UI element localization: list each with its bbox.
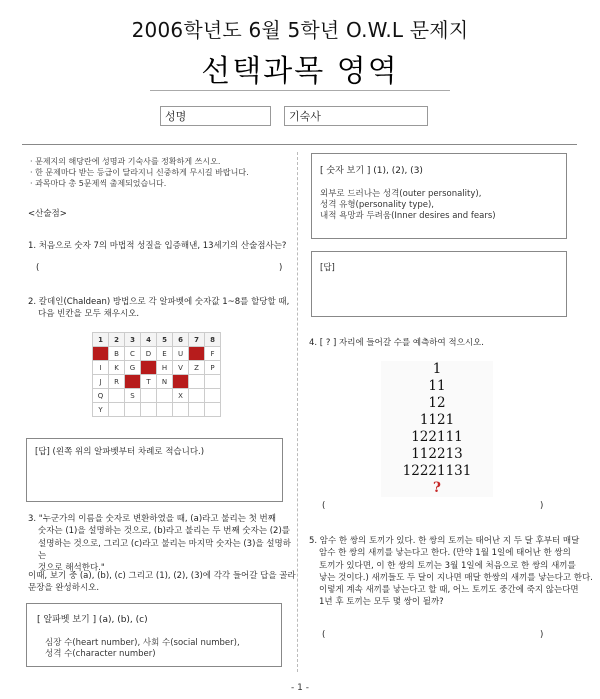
grid-letter-cell: F <box>205 347 221 361</box>
grid-header-row <box>93 333 221 347</box>
question-1: 1. 처음으로 숫자 7의 마법적 성질을 입증해낸, 13세기의 산술점사는? <box>28 241 287 251</box>
number-option-line: 외부로 드러나는 성격(outer personality), <box>320 189 482 199</box>
grid-letter-cell <box>205 403 221 417</box>
grid-letter-cell: S <box>125 389 141 403</box>
grid-letter-cell <box>189 375 205 389</box>
question-5 <box>309 535 595 609</box>
exam-title: 2006학년도 6월 5학년 O.W.L 문제지 <box>131 18 469 42</box>
q2-answer-box[interactable] <box>26 438 283 502</box>
grid-blank-cell[interactable] <box>173 375 189 389</box>
grid-letter-cell: J <box>93 375 109 389</box>
grid-row <box>93 375 221 389</box>
grid-letter-cell: K <box>109 361 125 375</box>
grid-header-cell: 6 <box>173 333 189 347</box>
grid-row <box>93 403 221 417</box>
grid-header-cell: 7 <box>189 333 205 347</box>
grid-row <box>93 361 221 375</box>
answer-hint: (왼쪽 위의 알파벳부터 차례로 적습니다.) <box>52 447 205 457</box>
q3-answer-label: [답] <box>320 263 335 273</box>
sequence-term: 12 <box>428 395 446 411</box>
grid-letter-cell: G <box>125 361 141 375</box>
grid-letter-cell <box>125 403 141 417</box>
grid-letter-cell <box>173 403 189 417</box>
grid-letter-cell: H <box>157 361 173 375</box>
alphabet-option-line: 성격 수(character number) <box>45 649 156 659</box>
alphabet-options-list <box>45 638 240 660</box>
q1-paren-open: ( <box>36 263 40 273</box>
sequence-term: 112213 <box>411 446 463 462</box>
grid-letter-cell: Y <box>93 403 109 417</box>
page-number: - 1 - <box>291 683 309 693</box>
grid-letter-cell: R <box>109 375 125 389</box>
q4-paren-close: ) <box>540 501 544 511</box>
q5-line: 5. 암수 한 쌍의 토끼가 있다. 한 쌍의 토끼는 태어난 지 두 달 후부터 매달 <box>309 536 580 546</box>
grid-blank-cell[interactable] <box>141 361 157 375</box>
grid-letter-cell <box>189 389 205 403</box>
question-4: 4. [ ? ] 자리에 들어갈 수를 예측하여 적으시오. <box>309 338 484 348</box>
number-sequence <box>381 361 493 497</box>
number-option-line: 성격 유형(personality type), <box>320 200 435 210</box>
grid-letter-cell: C <box>125 347 141 361</box>
grid-letter-cell: Q <box>93 389 109 403</box>
number-options-box <box>311 153 567 239</box>
grid-letter-cell: D <box>141 347 157 361</box>
grid-letter-cell: X <box>173 389 189 403</box>
q3-line: 설명하는 것으로, 그리고 (c)라고 불리는 마지막 숫자는 (3)을 설명하는 <box>38 538 291 561</box>
q3-line: 숫자는 (1)을 설명하는 것으로, (b)라고 불리는 두 번째 숫자는 (2)를 <box>38 526 290 537</box>
grid-letter-cell <box>189 403 205 417</box>
q2-answer-text <box>35 446 204 458</box>
sequence-term: 1121 <box>419 412 455 428</box>
dorm-label: 기숙사 <box>289 110 321 123</box>
grid-letter-cell <box>141 403 157 417</box>
answer-label: [답] <box>35 447 50 457</box>
header-divider <box>22 144 577 145</box>
sequence-term: 11 <box>428 378 446 394</box>
q3-instruction-line: 이때, 보기 중 (a), (b), (c) 그리고 (1), (2), (3)에 각각 들어갈 답을 골라 <box>28 571 296 581</box>
q1-paren-close: ) <box>279 263 283 273</box>
sequence-term: 122111 <box>411 429 463 445</box>
alphabet-options-title: [ 알파벳 보기 ] (a), (b), (c) <box>37 615 148 625</box>
column-divider <box>297 152 299 672</box>
grid-header-cell: 8 <box>205 333 221 347</box>
chaldean-grid <box>92 332 221 417</box>
number-option-line: 내적 욕망과 두려움(Inner desires and fears) <box>320 211 496 221</box>
question-3 <box>28 513 296 574</box>
q3-line: 3. "누군가의 이름을 숫자로 변환하였을 때, (a)라고 불리는 첫 번째 <box>28 514 276 524</box>
grid-letter-cell <box>157 403 173 417</box>
grid-letter-cell <box>109 389 125 403</box>
grid-letter-cell <box>205 389 221 403</box>
q5-line: 암수 한 쌍의 새끼를 낳는다고 한다. (만약 1월 1일에 태어난 한 쌍의 <box>319 548 571 559</box>
chaldean-table <box>92 332 221 417</box>
q3-instruction <box>28 570 296 594</box>
grid-blank-cell[interactable] <box>93 347 109 361</box>
grid-letter-cell: U <box>173 347 189 361</box>
sequence-term: 1 <box>432 361 442 377</box>
grid-letter-cell: N <box>157 375 173 389</box>
alphabet-option-line: 심장 수(heart number), 사회 수(social number), <box>45 638 240 648</box>
q3-instruction-line: 문장을 완성하시오. <box>28 583 100 593</box>
name-label: 성명 <box>165 110 187 123</box>
q5-line: 낳는 것이다.) 새끼들도 두 달이 지나면 매달 한쌍의 새끼를 낳는다고 한다. <box>319 572 593 583</box>
q2-line: 다음 빈칸을 모두 채우시오. <box>38 309 140 319</box>
name-field[interactable] <box>160 106 271 126</box>
notice-item: · 과목마다 총 5문제씩 출제되었습니다. <box>30 179 167 188</box>
grid-letter-cell: Z <box>189 361 205 375</box>
grid-letter-cell <box>141 389 157 403</box>
dorm-field[interactable] <box>284 106 428 126</box>
q5-paren-open: ( <box>322 630 326 640</box>
grid-letter-cell: P <box>205 361 221 375</box>
grid-header-cell: 5 <box>157 333 173 347</box>
grid-letter-cell: V <box>173 361 189 375</box>
sequence-question-mark: ? <box>433 480 441 496</box>
q5-paren-close: ) <box>540 630 544 640</box>
q4-paren-open: ( <box>322 501 326 511</box>
grid-header-cell: 4 <box>141 333 157 347</box>
grid-letter-cell <box>157 389 173 403</box>
grid-header-cell: 1 <box>93 333 109 347</box>
grid-row <box>93 389 221 403</box>
grid-letter-cell: B <box>109 347 125 361</box>
q5-line: 토끼가 있다면, 이 한 쌍의 토끼는 3월 1일에 처음으로 한 쌍의 새끼를 <box>319 560 576 571</box>
notices <box>30 156 290 189</box>
sequence-term: 12221131 <box>402 463 472 479</box>
grid-letter-cell: E <box>157 347 173 361</box>
q2-line: 2. 칼데인(Chaldean) 방법으로 각 알파벳에 숫자값 1~8를 할당할 때, <box>28 297 290 307</box>
q3-line: 것으로 해석한다." <box>38 563 105 574</box>
grid-letter-cell: I <box>93 361 109 375</box>
q5-line: 1년 후 토끼는 모두 몇 쌍이 될까? <box>319 597 444 608</box>
grid-letter-cell <box>109 403 125 417</box>
grid-letter-cell: T <box>141 375 157 389</box>
grid-row <box>93 347 221 361</box>
grid-header-cell: 2 <box>109 333 125 347</box>
grid-letter-cell <box>205 375 221 389</box>
number-options-list <box>320 189 496 222</box>
title-divider <box>150 90 450 91</box>
q3-answer-box[interactable] <box>311 251 567 317</box>
q5-line: 이렇게 계속 새끼를 낳는다고 할 때, 어느 토끼도 중간에 죽지 않는다면 <box>319 585 579 596</box>
section-heading: <산술점> <box>28 209 67 219</box>
number-options-title: [ 숫자 보기 ] (1), (2), (3) <box>320 166 423 176</box>
grid-header-cell: 3 <box>125 333 141 347</box>
exam-subtitle: 선택과목 영역 <box>201 54 399 89</box>
grid-blank-cell[interactable] <box>189 347 205 361</box>
notice-item: · 문제지의 해당란에 성명과 기숙사를 정확하게 쓰시오. <box>30 157 221 166</box>
notice-item: · 한 문제마다 받는 등급이 달라지니 신중하게 무시길 바랍니다. <box>30 168 249 177</box>
question-2 <box>28 296 293 320</box>
alphabet-options-box <box>26 603 282 667</box>
grid-blank-cell[interactable] <box>125 375 141 389</box>
